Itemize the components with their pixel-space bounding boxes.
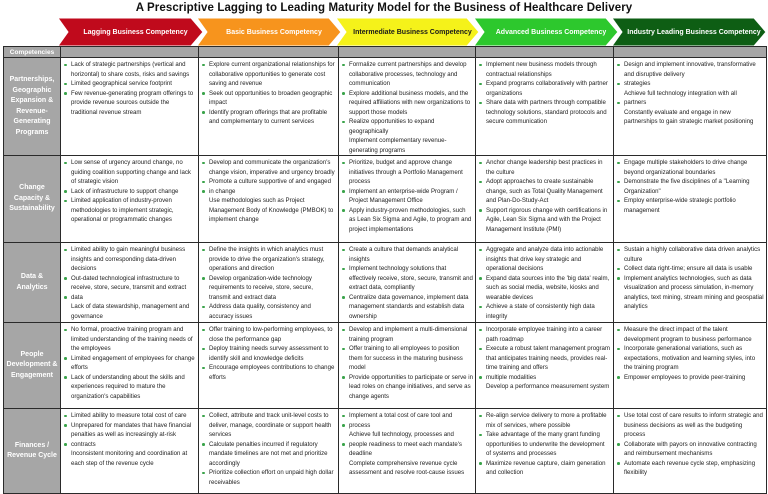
list-item: strategies — [624, 79, 764, 89]
list-item: Expand data sources into the 'big data' realm, such as social media, website, kiosks and wearable devices — [486, 274, 610, 301]
list-item: Prioritize collection effort on unpaid high dollar receivables — [209, 468, 336, 487]
list-item: Incorporate employee training into a career path roadmap — [486, 325, 611, 344]
bullet-list — [614, 158, 766, 215]
list-item: Deploy training needs survey assessment to identify skill and knowledge deficits — [209, 344, 336, 363]
bullet-list — [476, 245, 613, 321]
list-item: Seek out opportunities to broaden geographic impact — [209, 89, 336, 108]
bullet-list — [61, 411, 198, 468]
list-item: Encourage employees contributions to change efforts — [209, 364, 335, 381]
list-item: process — [349, 421, 473, 431]
bullet-list — [61, 325, 198, 401]
cell-intermediate — [339, 323, 476, 409]
list-item: Demonstrate the five disciplines of a "Learning Organization" — [624, 177, 764, 196]
cell-industry-leading — [614, 409, 767, 494]
stage-label: Advanced Business Competency — [495, 28, 607, 36]
stage-arrow-lagging — [58, 18, 203, 46]
list-item: Explore current organizational relationships for collaborative opportunities to generate cost saving and revenue — [209, 61, 335, 87]
list-item: Address data quality, consistency and accuracy issues — [209, 302, 336, 321]
list-item: Lack of strategic partnerships (vertical and horizontal) to share costs, risks and savings — [71, 60, 196, 79]
list-item: Inconsistent monitoring and coordination at each step of the revenue cycle — [71, 450, 188, 467]
cell-industry-leading — [614, 323, 767, 409]
list-item: Out-dated technological infrastructure to receive, store, secure, transmit and extract — [71, 274, 196, 293]
list-item: Identify program offerings that are profitable and complementary to current services — [209, 108, 336, 127]
cell-intermediate — [339, 409, 476, 494]
list-item: Support rigorous change with certifications in Agile, Lean Six Sigma and with the Project Management Institute (PMI) — [486, 206, 611, 235]
list-item: Formalize current partnerships and develop collaborative processes, technology and communication — [349, 60, 473, 89]
header-blank — [476, 47, 614, 58]
list-item: Empower employees to provide peer-training — [624, 373, 764, 383]
competencies-header: Competencies — [4, 47, 61, 58]
bullet-list — [476, 411, 613, 478]
list-item: Use methodologies such as Project Management Body of Knowledge (PMBOK) to implement change — [209, 197, 334, 223]
list-item: Use total cost of care results to inform strategic and business decisions as well as the budgeting process — [624, 412, 763, 438]
header-blank — [61, 47, 199, 58]
list-item: Limited application of industry-proven methodologies to implement strategic, operational or programmatic changes — [71, 196, 196, 225]
bullet-list — [614, 245, 766, 312]
list-item: Offer training to low-performing employees, to close the performance gap — [209, 325, 336, 344]
list-item: Offer training to all employees to position them for success in the maturing business model — [349, 344, 473, 373]
list-item: Apply industry-proven methodologies, such as Lean Six Sigma and Agile, to program and project implementations — [349, 206, 472, 233]
stage-arrow-basic — [197, 18, 341, 46]
list-item: Lack of understanding about the skills and experiences required to mature the organization's capabilities — [71, 373, 196, 402]
stage-label: Basic Business Competency — [226, 28, 322, 36]
cell-lagging — [61, 58, 199, 156]
list-item: Collaborate with payors on innovative contracting and reimbursement mechanisms — [624, 440, 764, 459]
list-item: Collect, attribute and track unit-level costs to deliver, manage, coordinate or support health services — [209, 411, 336, 440]
list-item: Share data with partners through compatible technology solutions, standard protocols and secure communication — [486, 98, 611, 127]
list-item: Implement complementary revenue-generating programs — [349, 137, 447, 154]
list-item: Implement analytics technologies, such as data visualization and process simulation, in-memory analytics, text mining, stream mining and geospatial analytics — [624, 274, 764, 310]
list-item: Calculate penalties incurred if regulatory mandate timelines are not met and prioritize accordingly — [209, 440, 336, 469]
list-item: Implement an enterprise-wide Program / Project Management Office — [349, 187, 473, 206]
cell-basic — [199, 409, 339, 494]
cell-intermediate — [339, 58, 476, 156]
bullet-list — [339, 325, 475, 401]
list-item: data — [71, 293, 196, 303]
list-item: Limited ability to gain meaningful business insights and corresponding data-driven decisions — [71, 245, 196, 274]
list-item: Design and implement innovative, transformative and disruptive delivery — [624, 60, 764, 79]
header-blank — [339, 47, 476, 58]
bullet-list — [476, 325, 613, 392]
maturity-stage-arrows — [0, 18, 768, 46]
list-item: partners — [624, 98, 764, 108]
competency-label: Change Capacity & Sustainability — [4, 156, 61, 243]
bullet-list — [614, 60, 766, 127]
maturity-matrix — [3, 46, 767, 494]
list-item: Limited geographical service footprint — [71, 79, 196, 89]
list-item: Limited engagement of employees for change efforts — [71, 354, 195, 371]
list-item: Create a culture that demands analytical insights — [349, 245, 473, 264]
list-item: contracts — [71, 440, 196, 450]
header-row — [4, 47, 767, 58]
header-blank — [614, 47, 767, 58]
list-item: Collect data right-time; ensure all data is usable — [624, 264, 764, 274]
list-item: Expand programs collaboratively with partner organizations — [486, 79, 611, 98]
list-item: Develop and implement a multi-dimensional training program — [349, 325, 473, 344]
bullet-list — [614, 325, 766, 382]
list-item: Implement new business models through contractual relationships — [486, 60, 611, 79]
list-item: Develop and communicate the organization's change vision, imperative and urgency broadly — [209, 159, 335, 176]
stage-arrow-industry-leading — [612, 18, 766, 46]
list-item: Measure the direct impact of the talent development program to business performance — [624, 325, 764, 344]
bullet-list — [61, 158, 198, 225]
list-item: Low sense of urgency around change, no guiding coalition supporting change and lack of strategic vision — [71, 158, 196, 187]
list-item: Lack of infrastructure to support change — [71, 187, 196, 197]
bullet-list — [199, 158, 338, 225]
list-item: Engage multiple stakeholders to drive change beyond organizational boundaries — [624, 158, 764, 177]
table-row-people-development — [4, 323, 767, 409]
bullet-list — [61, 60, 198, 117]
bullet-list — [61, 245, 198, 321]
list-item: Realize opportunities to expand geographically — [349, 117, 473, 136]
bullet-list — [339, 411, 475, 478]
table-row-change-capacity — [4, 156, 767, 243]
competency-label: Data & Analytics — [4, 243, 61, 323]
page-title: A Prescriptive Lagging to Leading Maturity Model for the Business of Healthcare Delivery — [135, 2, 633, 14]
list-item: Lack of data stewardship, management and governance — [71, 303, 190, 320]
list-item: Develop organization-wide technology requirements to receive, store, secure, transmit and extract data — [209, 274, 336, 303]
list-item: Adopt approaches to create sustainable change, such as Total Quality Management and Plan-Do-Study-Act — [486, 177, 611, 206]
table-row-data-analytics — [4, 243, 767, 323]
list-item: Define the insights in which analytics must provide to drive the organization's strategy, operations and direction — [209, 245, 336, 274]
list-item: Execute a robust talent management program that anticipates training needs, provides real-time training and offers — [486, 345, 610, 371]
list-item: multiple modalities — [486, 373, 611, 383]
competency-label: Partnerships, Geographic Expansion & Revenue-Generating Programs — [4, 58, 61, 156]
cell-advanced — [476, 323, 614, 409]
bullet-list — [476, 60, 613, 127]
stage-label: Lagging Business Competency — [83, 28, 188, 36]
list-item: Take advantage of the many grant funding opportunities to underwrite the development of systems and processes — [486, 430, 611, 459]
list-item: Limited ability to measure total cost of care — [71, 411, 196, 421]
list-item: Achieve a state of consistently high data integrity — [486, 302, 611, 321]
list-item: people readiness to meet each mandate's deadline — [349, 440, 473, 459]
list-item: Unprepared for mandates that have financial penalties as well as increasingly at-risk — [71, 421, 196, 440]
stage-label: Industry Leading Business Competency — [627, 28, 761, 36]
list-item: Constantly evaluate and engage in new partnerships to gain strategic market positioning — [624, 108, 754, 125]
list-item: Sustain a highly collaborative data driven analytics culture — [624, 245, 764, 264]
table-row-finances-revenue-cycle — [4, 409, 767, 494]
list-item: Achieve full technology integration with all — [624, 89, 737, 97]
list-item: Few revenue-generating program offerings to provide revenue sources outside the traditional revenue stream — [71, 89, 196, 118]
list-item: Promote a culture supportive of and engaged — [209, 177, 336, 187]
list-item: Anchor change leadership best practices in the culture — [486, 158, 611, 177]
cell-advanced — [476, 58, 614, 156]
bullet-list — [199, 245, 338, 321]
stage-label: Intermediate Business Competency — [353, 28, 472, 36]
cell-industry-leading — [614, 156, 767, 243]
list-item: Develop a performance measurement system — [486, 383, 610, 390]
cell-intermediate — [339, 243, 476, 323]
cell-lagging — [61, 409, 199, 494]
cell-industry-leading — [614, 58, 767, 156]
list-item: Incorporate generational variations, such as expectations, motivation and learning styles, into the training program — [624, 344, 764, 373]
list-item: Achieve full technology, processes and — [349, 431, 454, 438]
list-item: Automate each revenue cycle step, emphasizing flexibility — [624, 459, 764, 478]
stage-arrow-intermediate — [336, 18, 479, 46]
bullet-list — [339, 158, 475, 234]
competency-label: People Development & Engagement — [4, 323, 61, 409]
list-item: Provide opportunities to participate or serve in lead roles on change initiatives, and serve as change agents — [349, 373, 473, 400]
list-item: Aggregate and analyze data into actionable insights that drive key strategic and operational decisions — [486, 245, 611, 274]
table-row-partnerships — [4, 58, 767, 156]
list-item: in change — [209, 187, 336, 197]
cell-industry-leading — [614, 243, 767, 323]
list-item: Employ enterprise-wide strategic portfolio management — [624, 196, 764, 215]
cell-lagging — [61, 156, 199, 243]
bullet-list — [199, 411, 338, 487]
cell-lagging — [61, 243, 199, 323]
list-item: Re-align service delivery to more a profitable mix of services, where possible — [486, 411, 611, 430]
cell-basic — [199, 156, 339, 243]
header-blank — [199, 47, 339, 58]
stage-arrow-advanced — [474, 18, 618, 46]
bullet-list — [476, 158, 613, 234]
cell-advanced — [476, 409, 614, 494]
bullet-list — [339, 245, 475, 321]
list-item: Maximize revenue capture, claim generation and collection — [486, 459, 611, 478]
list-item: Implement a total cost of care tool and — [349, 411, 473, 421]
cell-basic — [199, 58, 339, 156]
cell-basic — [199, 243, 339, 323]
list-item: No formal, proactive training program and limited understanding of the training needs of the employees — [71, 325, 196, 354]
list-item: Explore additional business models, and the required affiliations with new organizations to support those models — [349, 89, 473, 118]
list-item: Complete comprehensive revenue cycle assessment and resolve root-cause issues — [349, 459, 465, 476]
bullet-list — [614, 411, 766, 478]
bullet-list — [199, 325, 338, 382]
competency-label: Finances / Revenue Cycle — [4, 409, 61, 494]
list-item: Prioritize, budget and approve change initiatives through a Portfolio Management process — [349, 158, 473, 187]
cell-lagging — [61, 323, 199, 409]
cell-basic — [199, 323, 339, 409]
cell-intermediate — [339, 156, 476, 243]
list-item: Centralize data governance, implement data management standards and establish data ownership — [349, 293, 473, 322]
cell-advanced — [476, 156, 614, 243]
bullet-list — [199, 60, 338, 127]
list-item: Implement technology solutions that effectively receive, store, secure, transmit and extract data, compliantly — [349, 265, 473, 291]
cell-advanced — [476, 243, 614, 323]
bullet-list — [339, 60, 475, 155]
